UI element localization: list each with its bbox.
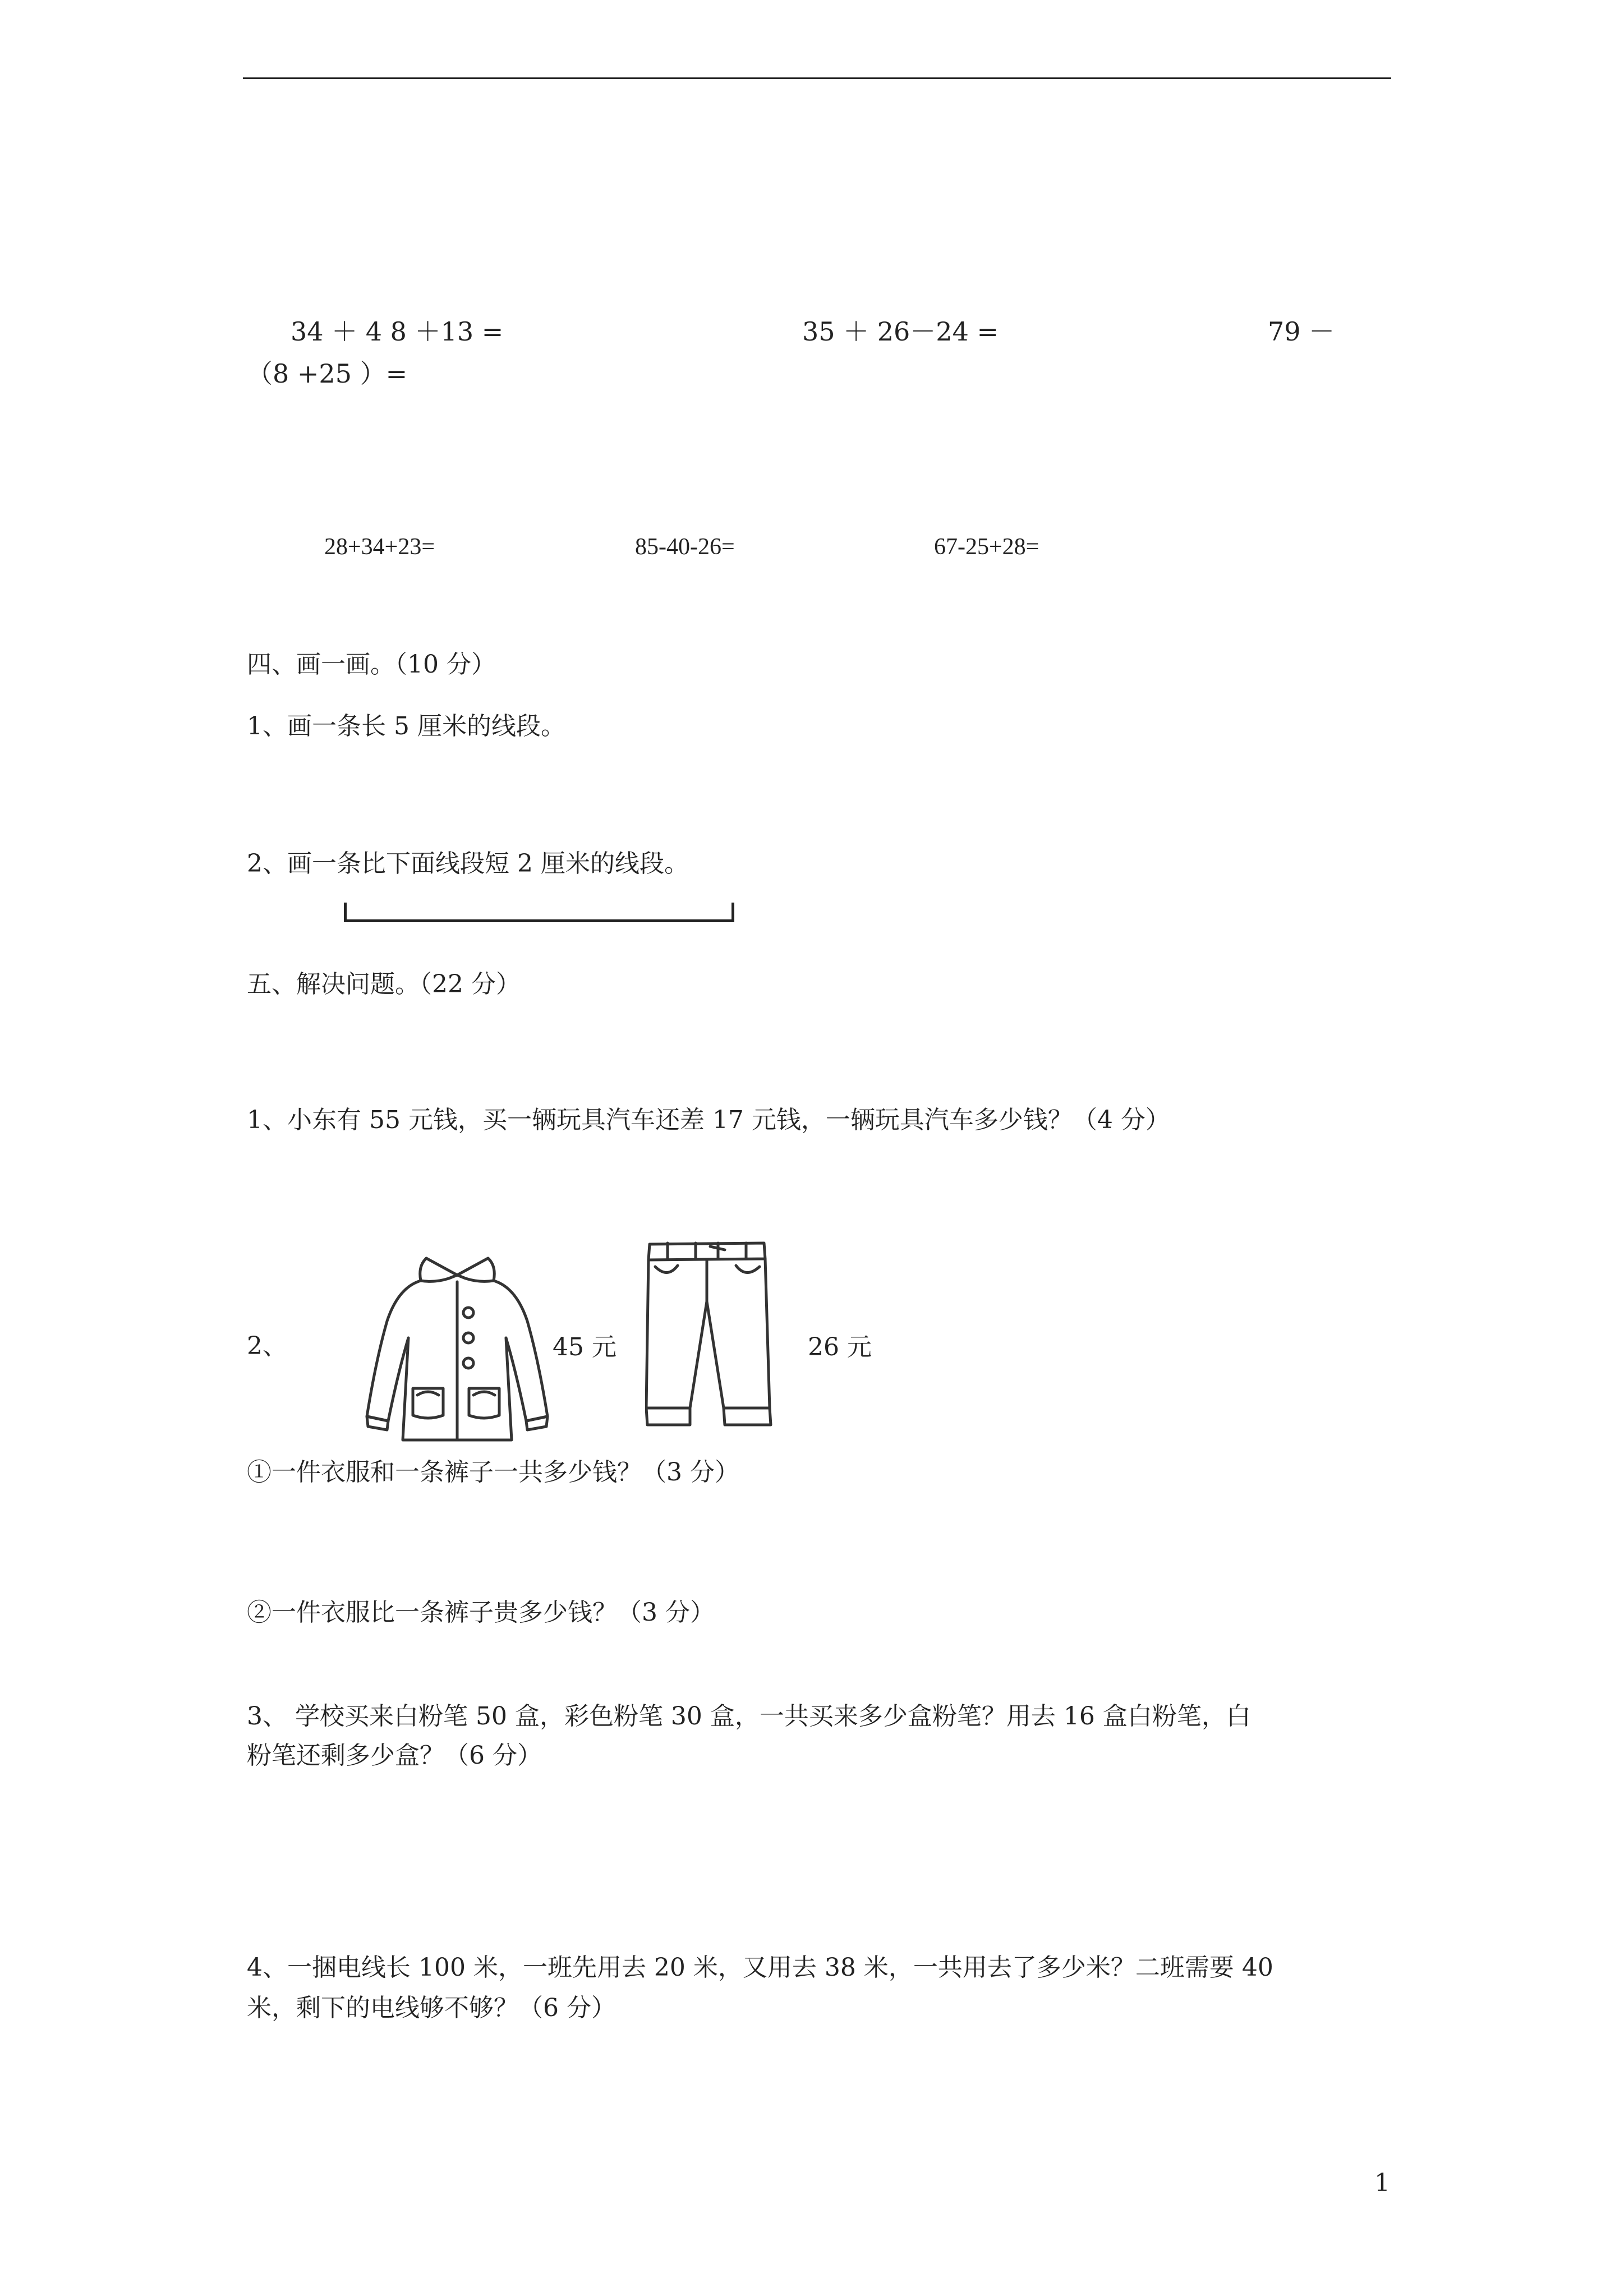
calc-expression-5: 85-40-26= bbox=[635, 534, 735, 560]
header-rule bbox=[243, 77, 1391, 79]
segment-bar bbox=[344, 919, 734, 922]
section5-heading: 五、解决问题。（22 分） bbox=[247, 970, 521, 999]
calc-expression-4: 28+34+23= bbox=[324, 534, 435, 560]
section4-question-2: 2、画一条比下面线段短 2 厘米的线段。 bbox=[247, 849, 689, 878]
section5-question-3-line-1: 3、 学校买来白粉笔 50 盒，彩色粉笔 30 盒，一共买来多少盒粉笔？用去 16 盒白粉笔，白 bbox=[247, 1702, 1251, 1731]
reference-line-segment bbox=[344, 903, 734, 923]
section4-heading: 四、画一画。（10 分） bbox=[247, 650, 496, 679]
section5-question-1: 1、小东有 55 元钱，买一辆玩具汽车还差 17 元钱，一辆玩具汽车多少钱？（4 分） bbox=[247, 1106, 1170, 1134]
segment-right-tick bbox=[732, 903, 734, 922]
calc-expression-6: 67-25+28= bbox=[934, 534, 1039, 560]
coat-price: 45 元 bbox=[553, 1333, 617, 1361]
page-number: 1 bbox=[1374, 2169, 1390, 2197]
section5-question-4-line-2: 米，剩下的电线够不够？（6 分） bbox=[247, 1994, 616, 2022]
section5-question-3-line-2: 粉笔还剩多少盒？（6 分） bbox=[247, 1741, 542, 1770]
pants-price: 26 元 bbox=[808, 1333, 872, 1361]
section4-question-1: 1、画一条长 5 厘米的线段。 bbox=[247, 712, 565, 740]
section5-question-2-sub-2: ②一件衣服比一条裤子贵多少钱？（3 分） bbox=[247, 1598, 715, 1627]
section5-question-2-sub-1: ①一件衣服和一条裤子一共多少钱？（3 分） bbox=[247, 1458, 739, 1487]
pants-icon bbox=[645, 1240, 774, 1433]
section5-question-2-label: 2、 bbox=[247, 1332, 287, 1360]
coat-icon bbox=[359, 1248, 555, 1444]
section5-question-4-line-1: 4、一捆电线长 100 米，一班先用去 20 米，又用去 38 米，一共用去了多少米？二班需要 40 bbox=[247, 1953, 1273, 1982]
calc-expression-1: 34 ＋ 4 8 ＋13 = bbox=[291, 316, 504, 347]
calc-expression-2: 35 ＋ 26－24 = bbox=[802, 316, 999, 347]
calc-expression-3-part1: 79 － bbox=[1268, 316, 1335, 347]
calc-expression-3-part2: （8 +25 ）= bbox=[247, 358, 408, 389]
